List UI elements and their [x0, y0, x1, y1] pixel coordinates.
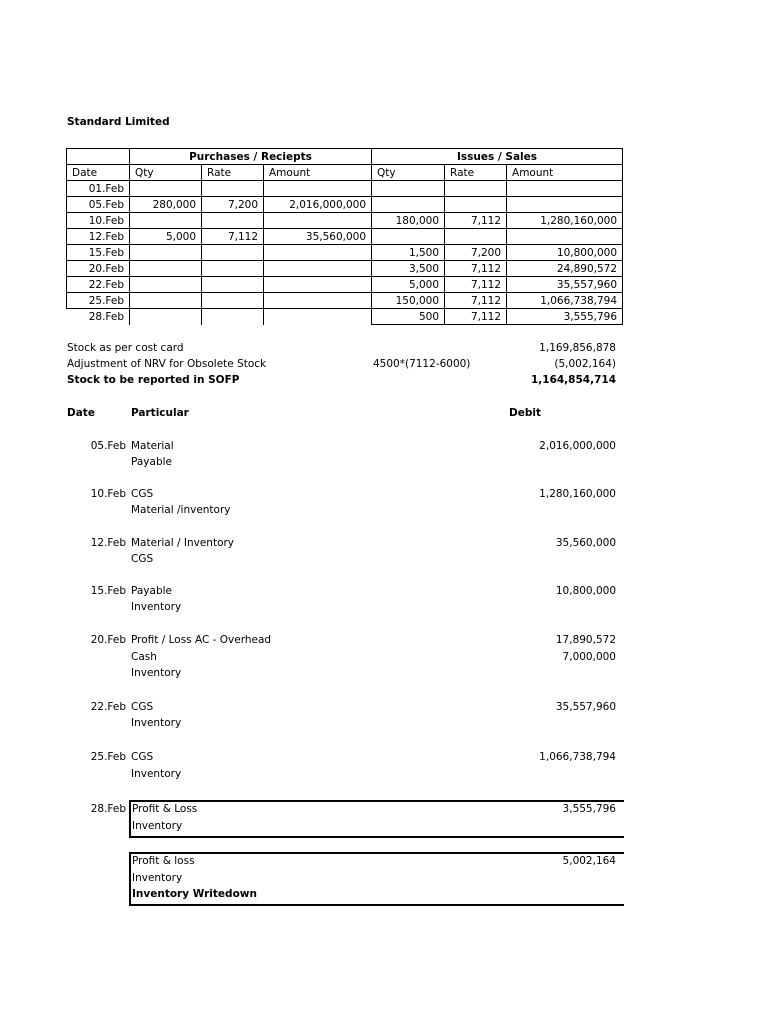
col-issue-qty: Qty: [372, 165, 445, 181]
nrv-value: (5,002,164): [554, 358, 616, 370]
entry-line: Payable: [131, 456, 172, 468]
entry-date: 28.Feb: [90, 803, 126, 815]
entry-debit: 3,555,796: [562, 803, 616, 815]
nrv-formula: 4500*(7112-6000): [373, 358, 471, 370]
col-purchase-qty: Qty: [130, 165, 202, 181]
entry-date: 05.Feb: [90, 440, 126, 452]
entry-debit: 1,280,160,000: [539, 488, 616, 500]
cell-date: 25.Feb: [67, 293, 130, 309]
entry-line: Inventory: [131, 601, 182, 613]
entry-line: CGS: [131, 701, 154, 713]
col-purchase-amount: Amount: [264, 165, 372, 181]
col-issue-amount: Amount: [507, 165, 623, 181]
writedown-line: Inventory: [132, 872, 183, 884]
entry-debit: 7,000,000: [562, 651, 616, 663]
entry-line: Inventory: [132, 820, 183, 832]
col-issue-rate: Rate: [445, 165, 507, 181]
table-group-header-row: [67, 149, 623, 165]
cost-card-value: 1,169,856,878: [539, 342, 616, 354]
entry-debit: 35,560,000: [555, 537, 616, 549]
entry-line: CGS: [131, 751, 154, 763]
table-column-header-row: [67, 165, 623, 181]
journal-particular-header: Particular: [131, 407, 189, 419]
cell-date: 01.Feb: [67, 181, 130, 197]
cell-date: 05.Feb: [67, 197, 130, 213]
entry-debit: 2,016,000,000: [539, 440, 616, 452]
entry-line: Profit / Loss AC - Overhead: [131, 634, 272, 646]
entry-date: 25.Feb: [90, 751, 126, 763]
table-row: 15.Feb 1,500 7,200 10,800,000: [67, 245, 623, 261]
entry-line: Profit & Loss: [132, 803, 198, 815]
sofp-label: Stock to be reported in SOFP: [67, 374, 240, 386]
table-row: 10.Feb 180,000 7,112 1,280,160,000: [67, 213, 623, 229]
table-row: 25.Feb 150,000 7,112 1,066,738,794: [67, 293, 623, 309]
cell-date: 20.Feb: [67, 261, 130, 277]
journal-date-header: Date: [67, 407, 95, 419]
entry-date: 22.Feb: [90, 701, 126, 713]
writedown-debit: 5,002,164: [562, 855, 616, 867]
company-title: Standard Limited: [67, 116, 170, 128]
stock-card-table: [66, 148, 623, 325]
cell-date: 22.Feb: [67, 277, 130, 293]
cell-date: 28.Feb: [67, 309, 130, 325]
entry-line: CGS: [131, 488, 154, 500]
entry-date: 12.Feb: [90, 537, 126, 549]
table-row: 20.Feb 3,500 7,112 24,890,572: [67, 261, 623, 277]
col-date: Date: [67, 165, 130, 181]
nrv-label: Adjustment of NRV for Obsolete Stock: [67, 358, 267, 370]
cost-card-label: Stock as per cost card: [67, 342, 184, 354]
entry-date: 20.Feb: [90, 634, 126, 646]
journal-debit-header: Debit: [509, 407, 541, 419]
entry-debit: 17,890,572: [555, 634, 616, 646]
cell-date: 10.Feb: [67, 213, 130, 229]
table-row: [67, 181, 623, 197]
cell-date: 12.Feb: [67, 229, 130, 245]
entry-line: Payable: [131, 585, 172, 597]
entry-date: 10.Feb: [90, 488, 126, 500]
entry-line: Material: [131, 440, 174, 452]
writedown-title: Inventory Writedown: [132, 888, 257, 900]
entry-line: Inventory: [131, 667, 182, 679]
purchases-header: Purchases / Reciepts: [130, 149, 372, 165]
entry-line: CGS: [131, 553, 154, 565]
entry-line: Cash: [131, 651, 157, 663]
entry-line: Material / Inventory: [131, 537, 235, 549]
entry-date: 15.Feb: [90, 585, 126, 597]
table-row: 22.Feb 5,000 7,112 35,557,960: [67, 277, 623, 293]
table-row: 12.Feb 5,000 7,112 35,560,000: [67, 229, 623, 245]
cell-date: 15.Feb: [67, 245, 130, 261]
entry-line: Inventory: [131, 717, 182, 729]
issues-header: Issues / Sales: [372, 149, 623, 165]
sofp-value: 1,164,854,714: [530, 374, 616, 386]
entry-debit: 1,066,738,794: [539, 751, 616, 763]
writedown-line: Profit & loss: [132, 855, 195, 867]
entry-line: Material /inventory: [131, 504, 231, 516]
table-row: 28.Feb 500 7,112 3,555,796: [67, 309, 623, 325]
table-row: 05.Feb 280,000 7,200 2,016,000,000: [67, 197, 623, 213]
entry-debit: 35,557,960: [555, 701, 616, 713]
entry-line: Inventory: [131, 768, 182, 780]
entry-debit: 10,800,000: [555, 585, 616, 597]
col-purchase-rate: Rate: [202, 165, 264, 181]
